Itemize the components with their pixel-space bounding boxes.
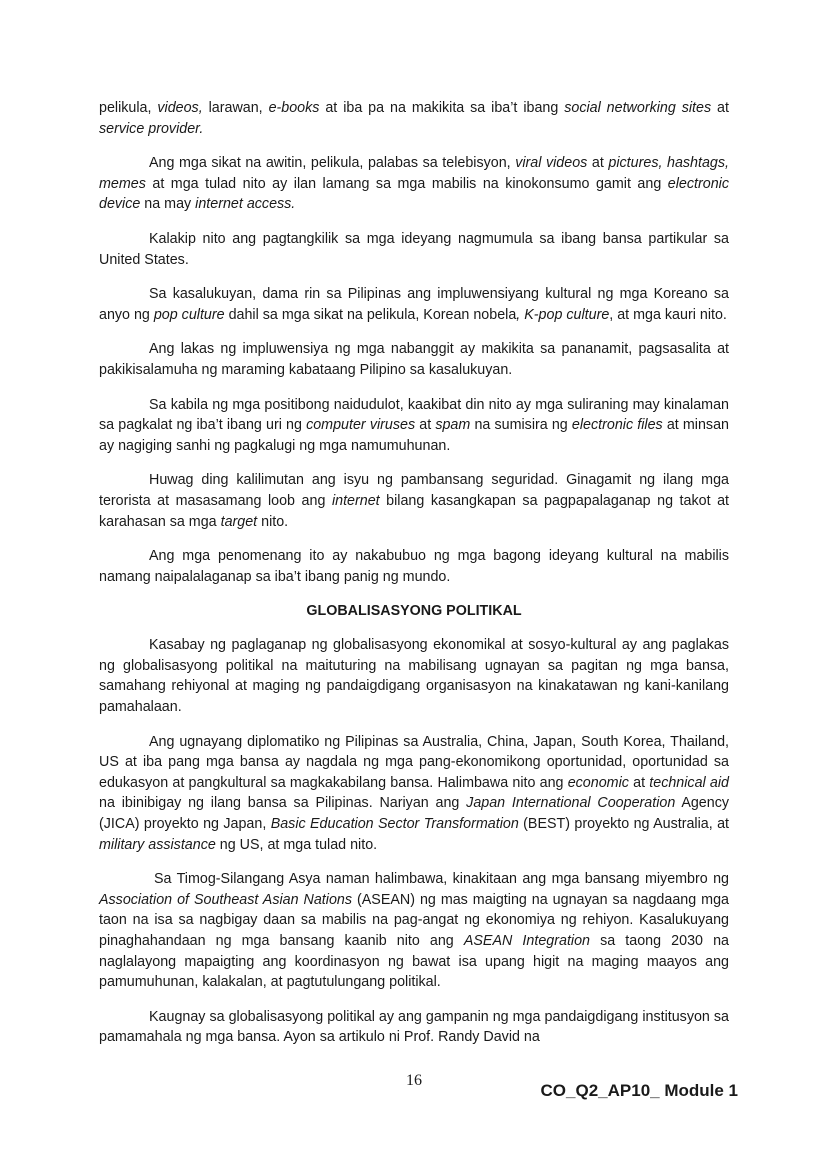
italic-term: internet (331, 492, 380, 509)
paragraphs-part-2 (99, 635, 729, 1048)
italic-term: military assistance (99, 836, 216, 853)
text-run: Ang ugnayang diplomatiko ng Pilipinas sa Australia, China, Japan, South Korea, Thailand, US at iba pang mga bansa ay nagdala ng mga pang-ekonomikong oportunidad, oportunidad sa edukasyon at pangkultural sa magkakabilang bansa. Halimbawa nito ang (99, 733, 729, 791)
text-run: na may (140, 196, 196, 213)
text-run: Kaugnay sa globalisasyong politikal ay ang gampanin ng mga pandaigdigang institusyon sa pamamahala ng mga bansa. Ayon sa artikulo ni Prof. Randy David na (99, 1008, 729, 1046)
italic-term: Basic Education Sector Transformation (270, 816, 519, 833)
italic-term: Japan International Cooperation (466, 795, 676, 812)
body-paragraph (99, 732, 729, 856)
italic-term: service provider. (99, 120, 204, 137)
body-paragraph (99, 229, 729, 270)
text-run: at mga tulad nito ay ilan lamang sa mga mabilis na kinokonsumo gamit ang (145, 175, 668, 192)
text-run: dahil sa mga sikat na pelikula, Korean nobela (224, 306, 517, 323)
section-heading: GLOBALISASYONG POLITIKAL (306, 603, 522, 620)
body-paragraph (99, 284, 729, 325)
italic-term: ASEAN Integration (463, 933, 590, 949)
italic-term: internet access. (195, 196, 296, 213)
text-run: at (415, 417, 436, 434)
italic-term: technical aid (649, 774, 729, 791)
text-run: nito. (257, 513, 289, 530)
page-content (99, 98, 729, 1062)
text-run: Agency (JICA) proyekto ng Japan, (99, 795, 730, 833)
italic-term: economic (567, 774, 629, 791)
text-run: Ang mga sikat na awitin, pelikula, palabas sa telebisyon, (149, 155, 516, 172)
italic-term: spam (435, 417, 471, 434)
italic-term: videos, (157, 100, 203, 116)
italic-term: , K-pop culture (516, 306, 610, 323)
text-run: pelikula, (99, 100, 158, 116)
paragraphs-part-1 (99, 98, 729, 587)
text-run: ng US, at mga tulad nito. (215, 836, 378, 853)
text-run: (BEST) proyekto ng Australia, at (518, 816, 729, 833)
text-run: na ibinibigay ng ilang bansa sa Pilipinas. Nariyan ang (99, 795, 467, 812)
text-run: Huwag ding kalilimutan ang isyu ng pambansang seguridad. Ginagamit ng ilang mga terorista at masasamang loob ang (99, 472, 729, 509)
body-paragraph (99, 339, 729, 380)
text-run: at minsan ay nagiging sanhi ng pagkalugi ng mga namumuhunan. (99, 417, 729, 454)
text-run: sa taong 2030 na naglalayong mapaigting ang koordinasyon ng bawat isa upang higit na maging maayos ang pamumuhunan, kalakalan, at pagtutulungang politikal. (99, 933, 729, 991)
page-number: 16 (406, 1072, 422, 1089)
italic-term: target (220, 513, 258, 530)
body-paragraph (99, 869, 729, 993)
italic-term: computer viruses (306, 417, 416, 434)
text-run: Sa kasalukuyan, dama rin sa Pilipinas ang impluwensiyang kultural ng mga Koreano sa anyo ng (99, 286, 729, 323)
body-paragraph (99, 635, 729, 717)
text-run: bilang kasangkapan sa pagpapalaganap ng takot at karahasan sa mga (99, 492, 730, 530)
italic-term: social networking sites (564, 100, 712, 116)
text-run: Ang lakas ng impluwensiya ng mga nabanggit ay makikita sa pananamit, pagsasalita at pakikisalamuha ng maraming kabataang Pilipino sa kasalukuyan. (99, 341, 729, 378)
italic-term: viral videos (515, 155, 588, 172)
body-paragraph (99, 470, 729, 532)
italic-term: electronic files (571, 417, 663, 434)
italic-term: e-books (268, 100, 320, 116)
body-paragraph (99, 153, 729, 215)
text-run: at iba pa na makikita sa iba’t ibang (319, 100, 565, 116)
body-paragraph (99, 98, 729, 139)
italic-term: pop culture (153, 306, 225, 323)
text-run: Sa Timog-Silangang Asya naman halimbawa, kinakitaan ang mga bansang miyembro ng (154, 871, 729, 888)
text-run: Sa kabila ng mga positibong naidudulot, kaakibat din nito ay mga suliraning may kinalaman sa pagkalat ng iba’t ibang uri ng (99, 396, 729, 434)
text-run: at (711, 100, 729, 116)
text-run: Kasabay ng paglaganap ng globalisasyong ekonomikal at sosyo-kultural ay ang paglakas ng globalisasyong politikal na maituturing na mabilisang ugnayan sa pagitan ng mga bansa, samahang rehiyonal at maging ng pandaigdigang organisasyon na kinakatawan ng kani-kanilang pamahalaan. (99, 637, 729, 716)
body-paragraph (99, 546, 729, 587)
body-paragraph (99, 1007, 729, 1048)
text-run: at (587, 155, 609, 172)
text-run: , at mga kauri nito. (609, 306, 727, 323)
italic-term: Association of Southeast Asian Nations (99, 891, 353, 908)
text-run: at (628, 774, 650, 791)
italic-term: electronic device (99, 175, 729, 213)
text-run: larawan, (202, 100, 269, 116)
text-run: Kalakip nito ang pagtangkilik sa mga ideyang nagmumula sa ibang bansa partikular sa United States. (99, 230, 729, 268)
italic-term: pictures, hashtags, memes (99, 155, 730, 192)
text-run: Ang mga penomenang ito ay nakabubuo ng mga bagong ideyang kultural na mabilis namang naipalalaganap sa iba’t ibang panig ng mundo. (99, 548, 729, 585)
body-paragraph (99, 395, 729, 457)
module-code: CO_Q2_AP10_ Module 1 (540, 1081, 738, 1100)
text-run: (ASEAN) ng mas maigting na ugnayan sa nagdaang mga taon na isa sa nagbigay daan sa mabilis na pag-angat ng ekonomiya ng rehiyon. Kasalukuyang pinaghahandaan ng mga bansang kaanib nito ang (99, 891, 729, 949)
text-run: na sumisira ng (470, 417, 572, 434)
